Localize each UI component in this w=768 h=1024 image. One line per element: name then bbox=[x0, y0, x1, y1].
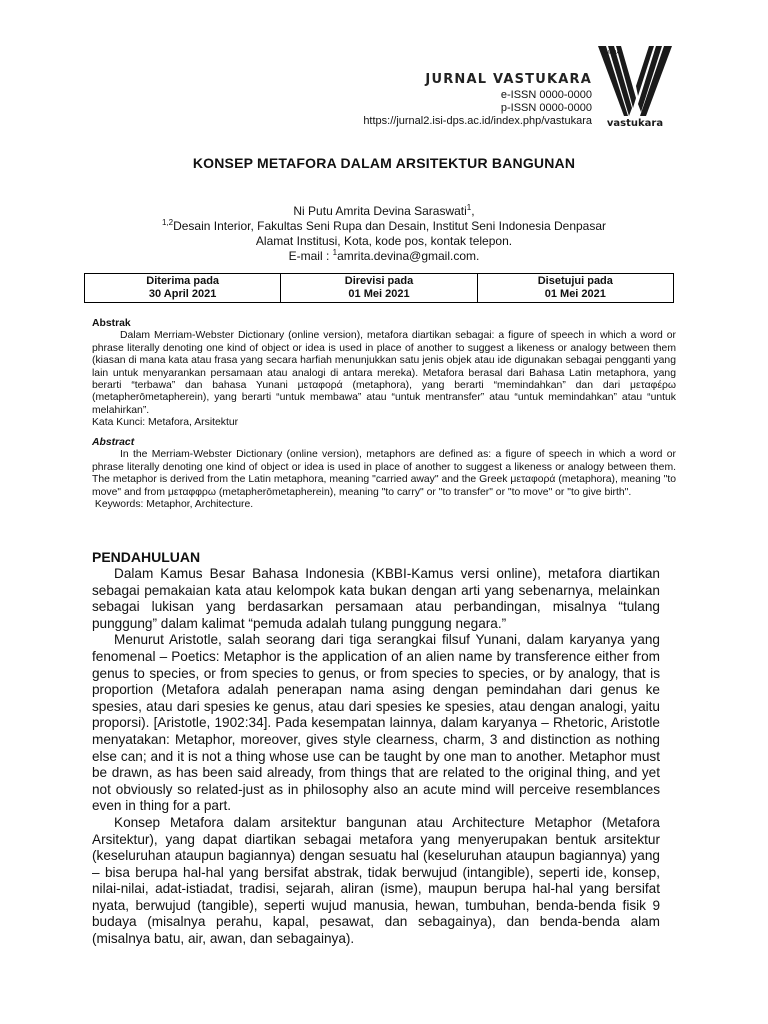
address: Alamat Institusi, Kota, kode pos, kontak telepon. bbox=[255, 234, 513, 248]
date-label: Disetujui pada bbox=[537, 275, 613, 287]
author-name: Ni Putu Amrita Devina Saraswati bbox=[293, 204, 467, 218]
p-issn: p-ISSN 0000-0000 bbox=[500, 102, 592, 114]
affiliation: Desain Interior, Fakultas Seni Rupa dan Desain, Institut Seni Indonesia Denpasar bbox=[173, 219, 607, 233]
date-received bbox=[85, 274, 281, 302]
paragraph: Dalam Kamus Besar Bahasa Indonesia (KBBI-Kamus versi online), metafora diartikan sebagai pemakaian kata atau kelompok kata bukan dengan arti yang sebenarnya, melainkan sebagai lukisan yang berdasarkan persamaan atau perbandingan, misalnya “tulang punggung” dalam kalimat “pemuda adalah tulang punggung negara.” bbox=[92, 566, 660, 631]
section-body bbox=[92, 566, 660, 948]
abstract-keywords: Keywords: Metaphor, Architecture. bbox=[92, 499, 254, 511]
date-revised bbox=[281, 274, 477, 302]
e-issn: e-ISSN 0000-0000 bbox=[500, 89, 592, 101]
logo-text: vastukara bbox=[606, 118, 664, 129]
date-label: Direvisi pada bbox=[344, 275, 414, 287]
logo-small-text: JURNAL bbox=[604, 50, 623, 56]
abstract-text: In the Merriam-Webster Dictionary (online version), metaphors are defined as: a figure of speech in which a word or phrase literally denoting one kind of object or idea is used in place of another to suggest a likeness or analogy between them. The metaphor is derived from the Latin metaphora, meaning "carried away" and the Greek μεταφορά (metaphora), meaning "to move" and from μεταφφρω (metapherōmetapherein), meaning "to carry" or "to transfer" or "to move" or "to give birth". bbox=[92, 449, 676, 498]
author-sup: 1 bbox=[466, 203, 472, 212]
abstract-text: Dalam Merriam-Webster Dictionary (online version), metafora diartikan sebagai: a figure of speech in which a word or phrase literally denoting one kind of object or idea is used in place of another to suggest a likeness or analogy between them (kiasan di mana kata atau frasa yang secara harfiah menunjukkan satu jenis objek atau ide digunakan sebagai pengganti yang lain untuk menyarankan persamaan atau analogi di antara mereka). Metafora berasal dari Bahasa Latin metaphora, yang berarti “terbawa” dan bahasa Yunani μεταφορά (metaphora), yang berarti “memindahkan” dan dari μεταφέρω (metapherōmetapherein), yang berarti “untuk membawa” atau “untuk mentransfer” atau “untuk memindahkan” atau “untuk melahirkan”. bbox=[92, 330, 676, 416]
date-value: 30 April 2021 bbox=[148, 288, 217, 300]
affiliation-sup: 1,2 bbox=[161, 218, 174, 227]
journal-url[interactable]: https://jurnal2.isi-dps.ac.id/index.php/vastukara bbox=[363, 115, 592, 127]
affiliation-line bbox=[0, 219, 768, 234]
paper-title: KONSEP METAFORA DALAM ARSITEKTUR BANGUNAN bbox=[192, 155, 576, 171]
date-label: Diterima pada bbox=[146, 275, 220, 287]
section-heading: PENDAHULUAN bbox=[92, 549, 201, 565]
vastukara-logo bbox=[594, 42, 676, 130]
email[interactable]: amrita.devina@gmail.com. bbox=[337, 249, 480, 263]
date-accepted bbox=[478, 274, 673, 302]
date-value: 01 Mei 2021 bbox=[544, 288, 606, 300]
abstract-indonesian bbox=[92, 318, 676, 430]
email-label: E-mail : bbox=[288, 249, 333, 263]
author-block bbox=[0, 204, 768, 264]
abstract-heading: Abstrak bbox=[92, 318, 131, 329]
paragraph: Menurut Aristotle, salah seorang dari tiga serangkai filsuf Yunani, dalam karyanya yang fenomenal – Poetics: Metaphor is the application of an alien name by transference either from genus to species, or from species to genus, or from species to species, or by analogy, that is proportion (Metafora adalah penerapan nama asing dengan pemindahan dari genus ke spesies, atau dari spesies ke genus, atau dari spesies ke spesies, atau dengan analogi, yaitu proporsi). [Aristotle, 1902:34]. Pada kesempatan lainnya, dalam karyanya – Rhetoric, Aristotle menyatakan: Metaphor, moreover, gives style clearness, charm, 3 and distinction as nothing else can; and it is not a thing whose use can be taught by one man to another. Metaphor must be drawn, as has been said already, from things that are related to the original thing, and yet not obviously so related-just as in philosophy also an acute mind will perceive resemblances even in thing for a part. bbox=[92, 632, 660, 814]
paragraph: Konsep Metafora dalam arsitektur bangunan atau Architecture Metaphor (Metafora Arsitektur), yang dapat diartikan sebagai metafora yang menyerupakan bentuk arsitektur (keseluruhan ataupun bagiannya) dengan sesuatu hal (keseluruhan ataupun bagiannya) yang – bisa berupa hal-hal yang bersifat abstrak, tidak berwujud (intangible), seperti ide, konsep, nilai-nilai, adat-istiadat, tradisi, sejarah, aliran (isme), maupun berupa hal-hal yang bersifat nyata, berwujud (tangible), seperti wujud manusia, hewan, tumbuhan, benda-benda fisik 9 budaya (misalnya perahu, kapal, pesawat, dan sebagainya), dan benda-benda alam (misalnya batu, air, awan, dan sebagainya). bbox=[92, 814, 660, 947]
dates-table bbox=[84, 273, 674, 303]
abstract-keywords: Kata Kunci: Metafora, Arsitektur bbox=[92, 417, 239, 429]
journal-info bbox=[363, 72, 592, 128]
journal-name: JURNAL VASTUKARA bbox=[425, 72, 592, 87]
abstract-english bbox=[92, 437, 676, 511]
date-value: 01 Mei 2021 bbox=[348, 288, 410, 300]
abstract-heading: Abstract bbox=[92, 437, 135, 448]
email-sup: 1 bbox=[332, 248, 338, 257]
author-line: Ni Putu Amrita Devina Saraswati$^1$, bbox=[293, 203, 475, 218]
email-line bbox=[0, 249, 768, 264]
